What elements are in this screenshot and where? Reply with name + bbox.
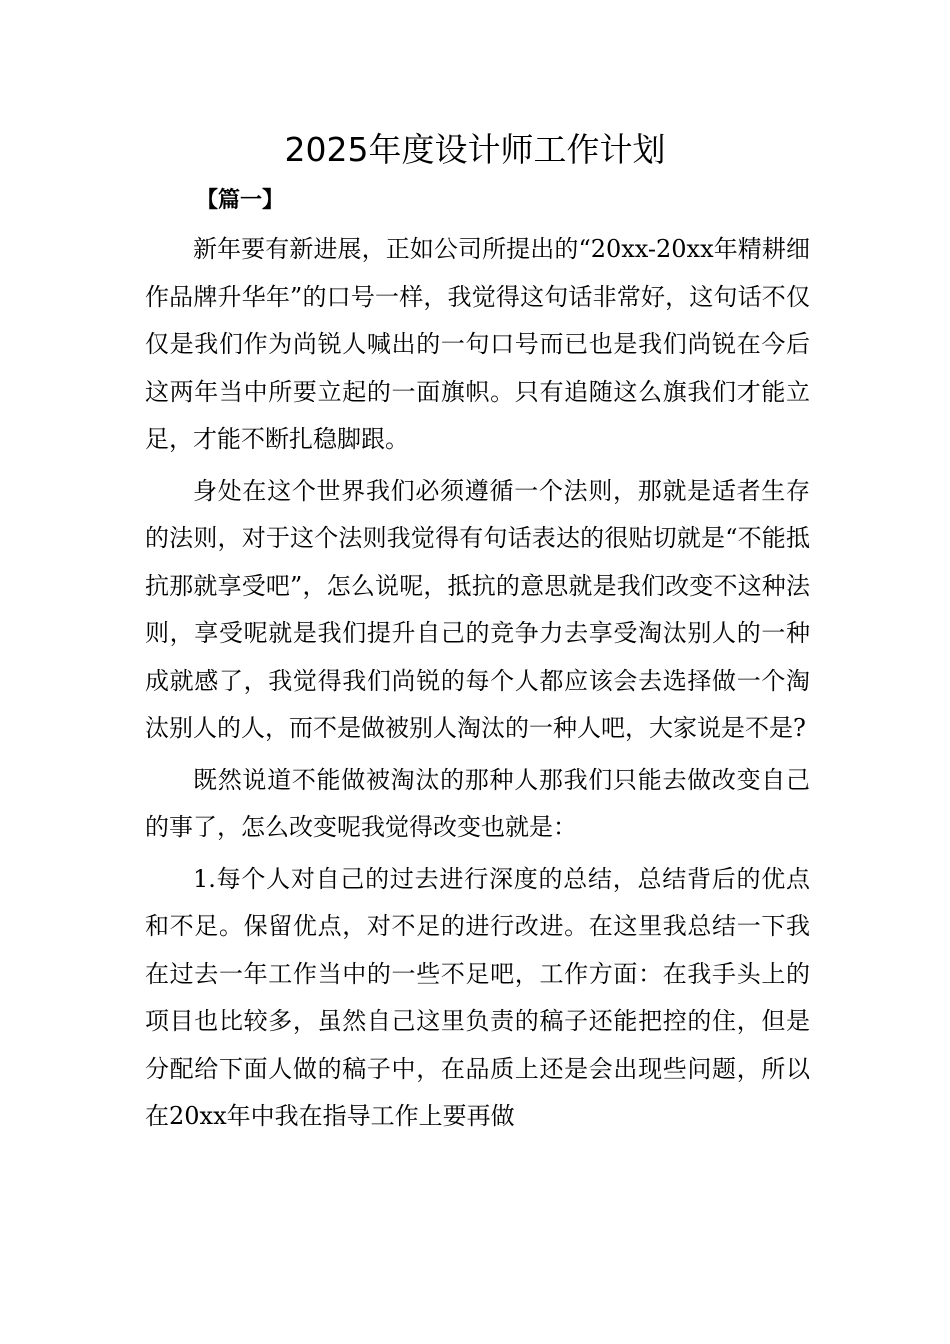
- paragraph-2: 身处在这个世界我们必须遵循一个法则，那就是适者生存的法则，对于这个法则我觉得有句话表达的很贴切就是“不能抵抗那就享受吧”，怎么说呢，抵抗的意思就是我们改变不这种法则，享受呢就是我们提升自己的竞争力去享受淘汰别人的一种成就感了，我觉得我们尚锐的每个人都应该会去选择做一个淘汰别人的人，而不是做被别人淘汰的一种人吧，大家说是不是?: [145, 476, 810, 742]
- section-label: 【篇一】: [196, 187, 285, 213]
- document-body: [145, 226, 810, 1141]
- paragraph-1: 新年要有新进展，正如公司所提出的“20xx-20xx年精耕细作品牌升华年”的口号一样，我觉得这句话非常好，这句话不仅仅是我们作为尚锐人喊出的一句口号而已也是我们尚锐在今后这两年当中所要立起的一面旗帜。只有追随这么旗我们才能立足，才能不断扎稳脚跟。: [145, 235, 810, 453]
- document-title: 2025年度设计师工作计划: [284, 130, 666, 169]
- paragraph-4: 1.每个人对自己的过去进行深度的总结，总结背后的优点和不足。保留优点，对不足的进行改进。在这里我总结一下我在过去一年工作当中的一些不足吧，工作方面：在我手头上的项目也比较多，虽然自己这里负责的稿子还能把控的住，但是分配给下面人做的稿子中，在品质上还是会出现些问题，所以在20xx年中我在指导工作上要再做: [145, 864, 810, 1130]
- paragraph-3: 既然说道不能做被淘汰的那种人那我们只能去做改变自己的事了，怎么改变呢我觉得改变也就是：: [145, 765, 810, 841]
